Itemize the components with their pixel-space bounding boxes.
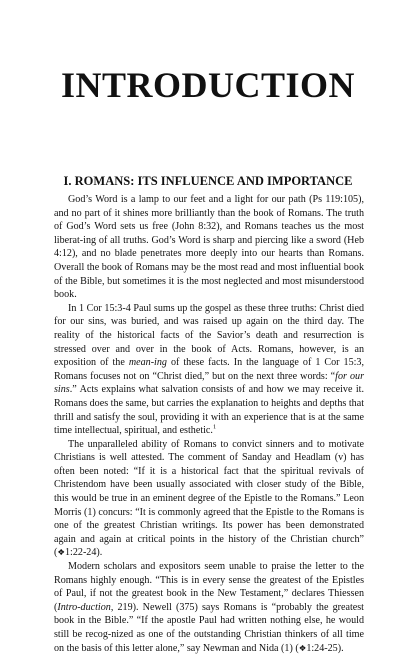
page-title: INTRODUCTION: [60, 65, 356, 105]
paragraph-2: [54, 302, 364, 438]
paragraph-text: .” Acts explains what salvation consists of and how we may receive it. Romans does the same, but carries the explanation to heights and depths that thrill and satisfy the soul, providing it with an experience that is at the same time intellectual, spiritual, and esthetic.: [54, 384, 364, 437]
paragraph-text: God’s Word is a lamp to our feet and a light for our path (Ps 119:105), and no part of it shines more brilliantly than the book of Romans. The truth of God’s Word sets us free (John 8:32), and Romans teaches us the most liberat-ing of all truths. God’s Word is sharp and piercing like a sword (Heb 4:12), and no blade penetrates more deeply into our hearts than Romans. Overall the book of Romans may be the most read and most influential book of the Bible, but sometimes it is the most neglected and most misunderstood book.: [54, 194, 364, 301]
emphasis-text: mean-ing: [128, 357, 167, 369]
paragraph-4: [54, 560, 364, 655]
body-text: [54, 193, 364, 655]
paragraph-3: [54, 438, 364, 560]
paragraph-text: ).: [96, 547, 103, 559]
paragraph-text: Modern scholars and expositors seem unable to praise the letter to the Romans highly enough. “This is in every sense the greatest of the Epistles of Paul, if not the greatest book in the New Testament,” declares Thiessen (: [54, 561, 364, 613]
paragraph-text: , 219). Newell (375) says Romans is “probably the greatest book in the Bible.” “If the apostle Paul had written nothing else, he would still be recog-nized as one of the outstanding Christian thinkers of all time on the basis of this letter alone,” say Newman and Nida (1) (: [54, 601, 364, 654]
reference-citation: 1:24-25: [306, 642, 338, 654]
section-heading: I. ROMANS: ITS INFLUENCE AND IMPORTANCE: [63, 174, 353, 188]
paragraph-text: ).: [337, 642, 344, 654]
emphasis-text: for our sins: [54, 370, 364, 396]
paragraph-text: The unparalleled ability of Romans to convict sinners and to motivate Christians is well attested. The comment of Sanday and Headlam (v) has often been noted: “If it is a historical fact that the spiritual revivals of Christendom have been usually associated with closer study of the Bible, this would be true in an eminent degree of the Epistle to the Romans.” Leon Morris (1) concurs: “It is commonly agreed that the Epistle to the Romans is one of the greatest Christian writings. Its power has been demonstrated again and again at critical points in the history of the Christian church” (: [54, 438, 364, 559]
paragraph-text: In 1 Cor 15:3-4 Paul sums up the gospel as these three truths: Christ died for our sins, was buried, and was raised up again on the third day. The reality of the historical facts of the Savior’s death and resurrection is stressed over and over in the book of Acts. Romans, however, is an exposition of the: [54, 302, 364, 369]
book-reference-icon: ❖: [57, 547, 65, 558]
paragraph-text: of these facts. In the language of 1 Cor 15:3, Romans focuses not on “Christ died,” but on the next three words: “: [54, 357, 364, 382]
book-reference-icon: ❖: [298, 642, 307, 653]
footnote-marker[interactable]: 1: [212, 423, 217, 431]
reference-citation: 1:22-24: [65, 547, 97, 559]
paragraph-1: [54, 193, 364, 302]
emphasis-text: Intro-duction: [57, 601, 111, 613]
